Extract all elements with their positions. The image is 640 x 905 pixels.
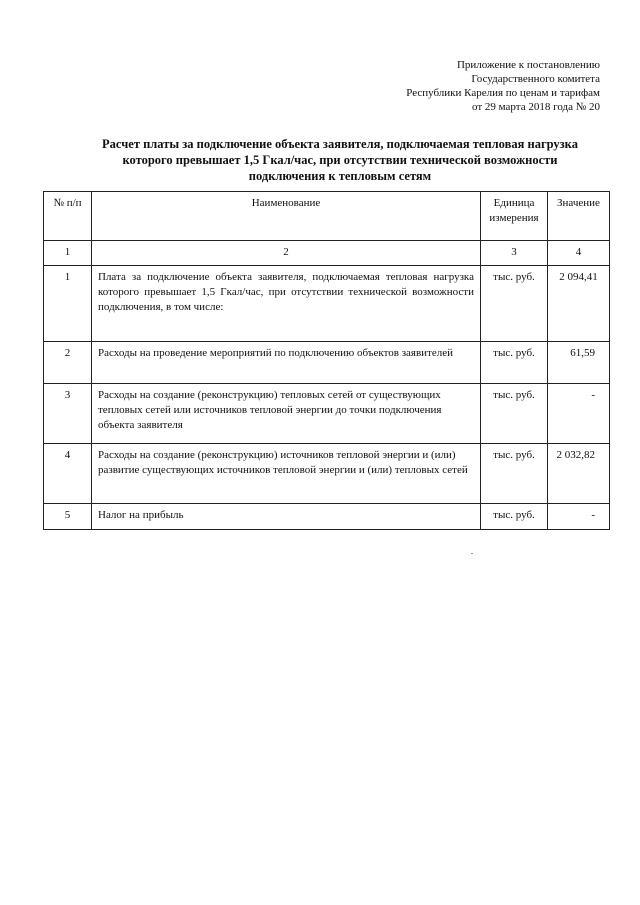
row-name: Расходы на создание (реконструкцию) тепловых сетей от существующих тепловых сетей или источников тепловой энергии до точки подключения объекта заявителя (92, 384, 481, 444)
table-row (44, 266, 610, 342)
column-number: 2 (92, 241, 481, 266)
table-row (44, 342, 610, 384)
header-value: Значение (548, 192, 610, 241)
header-number: № п/п (44, 192, 92, 241)
table-row (44, 444, 610, 504)
table-row (44, 504, 610, 530)
row-value: 2 032,82 (548, 444, 610, 504)
appendix-line: Республики Карелия по ценам и тарифам (406, 87, 600, 99)
row-name: Налог на прибыль (92, 504, 481, 530)
appendix-line: Государственного комитета (471, 73, 600, 85)
document-title (80, 136, 600, 184)
row-value: 61,59 (548, 342, 610, 384)
column-number: 3 (481, 241, 548, 266)
row-unit: тыс. руб. (481, 444, 548, 504)
scan-speck (471, 553, 473, 554)
row-name: Расходы на создание (реконструкцию) источников тепловой энергии и (или) развитие существующих источников тепловой энергии и (или) тепловых сетей (92, 444, 481, 504)
title-line: подключения к тепловым сетям (248, 169, 432, 183)
row-number: 2 (44, 342, 92, 384)
row-value: - (548, 504, 610, 530)
row-unit: тыс. руб. (481, 266, 548, 342)
row-value: 2 094,41 (548, 266, 610, 342)
appendix-note (300, 58, 600, 114)
row-name: Расходы на проведение мероприятий по подключению объектов заявителей (92, 342, 481, 384)
row-unit: тыс. руб. (481, 504, 548, 530)
title-line: которого превышает 1,5 Гкал/час, при отсутствии технической возможности (122, 153, 558, 167)
column-number: 1 (44, 241, 92, 266)
row-number: 3 (44, 384, 92, 444)
column-number: 4 (548, 241, 610, 266)
appendix-line: Приложение к постановлению (456, 59, 600, 71)
row-value: - (548, 384, 610, 444)
row-number: 4 (44, 444, 92, 504)
appendix-line: от 29 марта 2018 года № 20 (471, 101, 600, 113)
row-number: 1 (44, 266, 92, 342)
row-unit: тыс. руб. (481, 384, 548, 444)
fee-calculation-table (43, 191, 610, 530)
header-unit: Единица измерения (481, 192, 548, 241)
row-unit: тыс. руб. (481, 342, 548, 384)
row-name: Плата за подключение объекта заявителя, подключаемая тепловая нагрузка которого превышает 1,5 Гкал/час, при отсутствии технической возможности подключения, в том числе: (92, 266, 481, 342)
title-line: Расчет платы за подключение объекта заявителя, подключаемая тепловая нагрузка (102, 137, 578, 151)
column-numbers-row (44, 241, 610, 266)
table-row (44, 384, 610, 444)
header-name: Наименование (92, 192, 481, 241)
row-number: 5 (44, 504, 92, 530)
table-header-row (44, 192, 610, 241)
